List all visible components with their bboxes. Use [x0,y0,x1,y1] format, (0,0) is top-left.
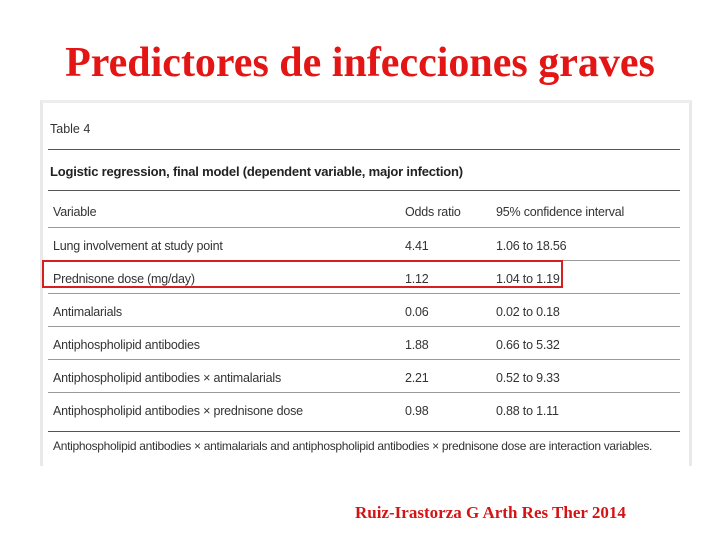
table-cell-odds-ratio: 4.41 [405,239,429,253]
table-cell-odds-ratio: 0.98 [405,404,429,418]
table-rule-header [48,227,680,228]
table-cell-variable: Antimalarials [53,305,122,319]
table-cell-variable: Lung involvement at study point [53,239,223,253]
slide-title: Predictores de infecciones graves [65,40,655,86]
table-cell-variable: Antiphospholipid antibodies [53,338,200,352]
table-rule-caption [48,190,680,191]
table-cell-ci: 0.66 to 5.32 [496,338,560,352]
table-rule-row [48,359,680,360]
table-cell-variable: Antiphospholipid antibodies × prednisone dose [53,404,303,418]
table-cell-ci: 0.88 to 1.11 [496,404,559,418]
table-caption: Logistic regression, final model (dependent variable, major infection) [50,164,463,179]
table-label: Table 4 [50,122,91,136]
table-cell-ci: 1.06 to 18.56 [496,239,567,253]
prednisone-row-highlight [42,260,563,288]
table-rule-row [48,392,680,393]
column-header-ci: 95% confidence interval [496,205,625,219]
citation: Ruiz-Irastorza G Arth Res Ther 2014 [355,503,626,522]
table-cell-ci: 1.04 to 1.19 [496,272,560,286]
table-cell-ci: 0.02 to 0.18 [496,305,560,319]
column-header-variable: Variable [53,205,97,219]
table-cell-odds-ratio: 1.12 [405,272,429,286]
table-cell-variable: Prednisone dose (mg/day) [53,272,195,286]
table-cell-odds-ratio: 2.21 [405,371,429,385]
table-rule-row [48,326,680,327]
table-rule-row [48,293,680,294]
table-rule-bottom [48,431,680,432]
table-cell-ci: 0.52 to 9.33 [496,371,560,385]
column-header-odds-ratio: Odds ratio [405,205,461,219]
table-cell-odds-ratio: 1.88 [405,338,429,352]
table-footnote: Antiphospholipid antibodies × antimalarials and antiphospholipid antibodies × prednisone dose are interaction variables. [53,439,653,453]
table-cell-odds-ratio: 0.06 [405,305,429,319]
table-cell-variable: Antiphospholipid antibodies × antimalarials [53,371,282,385]
table-rule-top [48,149,680,150]
